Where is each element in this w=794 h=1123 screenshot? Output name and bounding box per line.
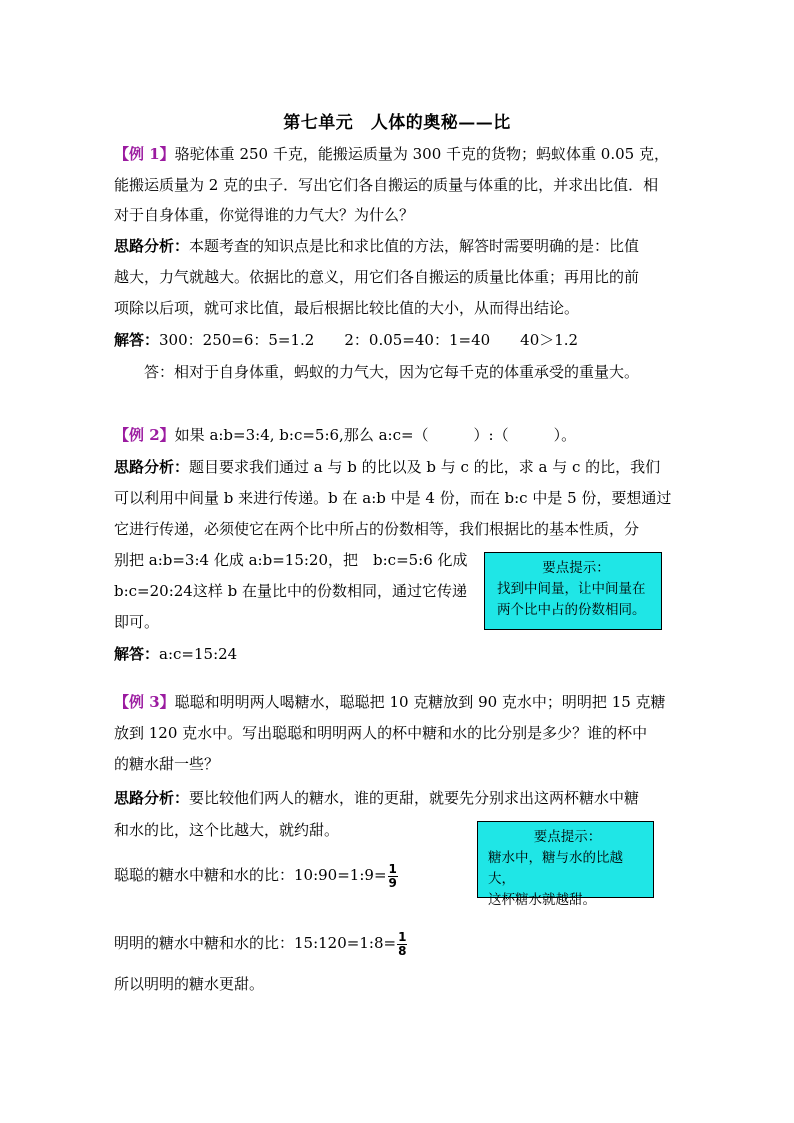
- example-2-analysis-line-4: 别把 a:b=3:4 化成 a:b=15:20，把 b:c=5:6 化成: [114, 551, 468, 569]
- example-3-line-2: 放到 120 克水中。写出聪聪和明明两人的杯中糖和水的比分别是多少？谁的杯中: [114, 724, 648, 742]
- example-2-analysis-line-2: 可以利用中间量 b 来进行传递。b 在 a:b 中是 4 份，而在 b:c 中是 5 份，要想通过: [114, 489, 672, 507]
- example-1-label: 【例 1】: [114, 145, 175, 163]
- example-1-line-3: 对于自身体重，你觉得谁的力气大？为什么？: [114, 206, 415, 224]
- example-1-line-2: 能搬运质量为 2 克的虫子．写出它们各自搬运的质量与体重的比，并求出比值．相: [114, 176, 659, 194]
- example-3-analysis-line-1: 思路分析：要比较他们两人的糖水，谁的更甜，就要先分别求出这两杯糖水中糖: [114, 789, 640, 807]
- example-3-conclusion: 所以明明的糖水更甜。: [114, 975, 265, 993]
- tip-line: 找到中间量，让中间量在: [497, 581, 646, 597]
- example-1-text: 骆驼体重 250 千克，能搬运质量为 300 千克的货物；蚂蚁体重 0.05 克，: [174, 145, 669, 163]
- example-1-answer-statement: 答：相对于自身体重，蚂蚁的力气大，因为它每千克的体重承受的重量大。: [144, 363, 640, 381]
- fraction: $\frac{1}{8}$: [398, 929, 407, 958]
- tip-box-example-2: [484, 552, 662, 630]
- example-2-analysis-line-5: b:c=20:24这样 b 在量比中的份数相同，通过它传递: [114, 582, 467, 600]
- example-1-answer-label: 解答：: [114, 331, 160, 349]
- example-1-analysis-line-2: 越大，力气就越大。依据比的意义，用它们各自搬运的质量比体重；再用比的前: [114, 268, 640, 286]
- example-1-line-1: [114, 144, 669, 164]
- example-2-answer-label: 解答：: [114, 645, 160, 663]
- example-2-question: 【例 2】如果 a:b=3:4, b:c=5:6,那么 a:c=（ ）:（ ）。: [114, 426, 577, 444]
- tip-box-example-3: [477, 821, 654, 908]
- example-3-analysis-label: 思路分析：: [114, 789, 190, 807]
- example-3-line-3: 的糖水甜一些？: [114, 755, 220, 773]
- example-3-label: 【例 3】: [114, 693, 175, 711]
- mingming-ratio: 明明的糖水中糖和水的比：15:120=1:8= $\frac{1}{8}$: [114, 929, 407, 958]
- example-1-analysis-line-3: 项除以后项，就可求比值，最后根据比较比值的大小，从而得出结论。: [114, 299, 580, 317]
- example-1-analysis-line-1: 思路分析：本题考查的知识点是比和求比值的方法，解答时需要明确的是：比值: [114, 237, 640, 255]
- fraction: $\frac{1}{9}$: [388, 861, 397, 890]
- congcong-ratio: 聪聪的糖水中糖和水的比：10:90=1:9= $\frac{1}{9}$: [114, 861, 397, 890]
- example-1-answer: 解答：300：250=6：5=1.2 2：0.05=40：1=40 40＞1.2: [114, 331, 579, 349]
- example-2-analysis-line-6: 即可。: [114, 613, 160, 631]
- tip-title: 要点提示：: [542, 560, 610, 576]
- example-2-analysis-line-1: 思路分析：题目要求我们通过 a 与 b 的比以及 b 与 c 的比，求 a 与 c 的比，我们: [114, 458, 661, 476]
- example-2-answer: 解答：a:c=15:24: [114, 645, 238, 663]
- example-2-analysis-label: 思路分析：: [114, 458, 190, 476]
- tip-line: 两个比中占的份数相同。: [497, 602, 646, 618]
- tip-line: 糖水中，糖与水的比越大，: [488, 850, 623, 887]
- page-title: 第七单元 人体的奥秘——比: [283, 113, 511, 133]
- example-3-line-1: 【例 3】聪聪和明明两人喝糖水，聪聪把 10 克糖放到 90 克水中；明明把 15 克糖: [114, 693, 666, 711]
- example-2-analysis-line-3: 它进行传递，必须使它在两个比中所占的份数相等，我们根据比的基本性质，分: [114, 520, 640, 538]
- example-1-analysis-label: 思路分析：: [114, 237, 190, 255]
- tip-title: 要点提示：: [533, 829, 602, 845]
- tip-line: 这杯糖水就越甜。: [488, 892, 596, 908]
- example-2-label: 【例 2】: [114, 426, 175, 444]
- example-3-analysis-line-2: 和水的比，这个比越大，就约甜。: [114, 821, 340, 839]
